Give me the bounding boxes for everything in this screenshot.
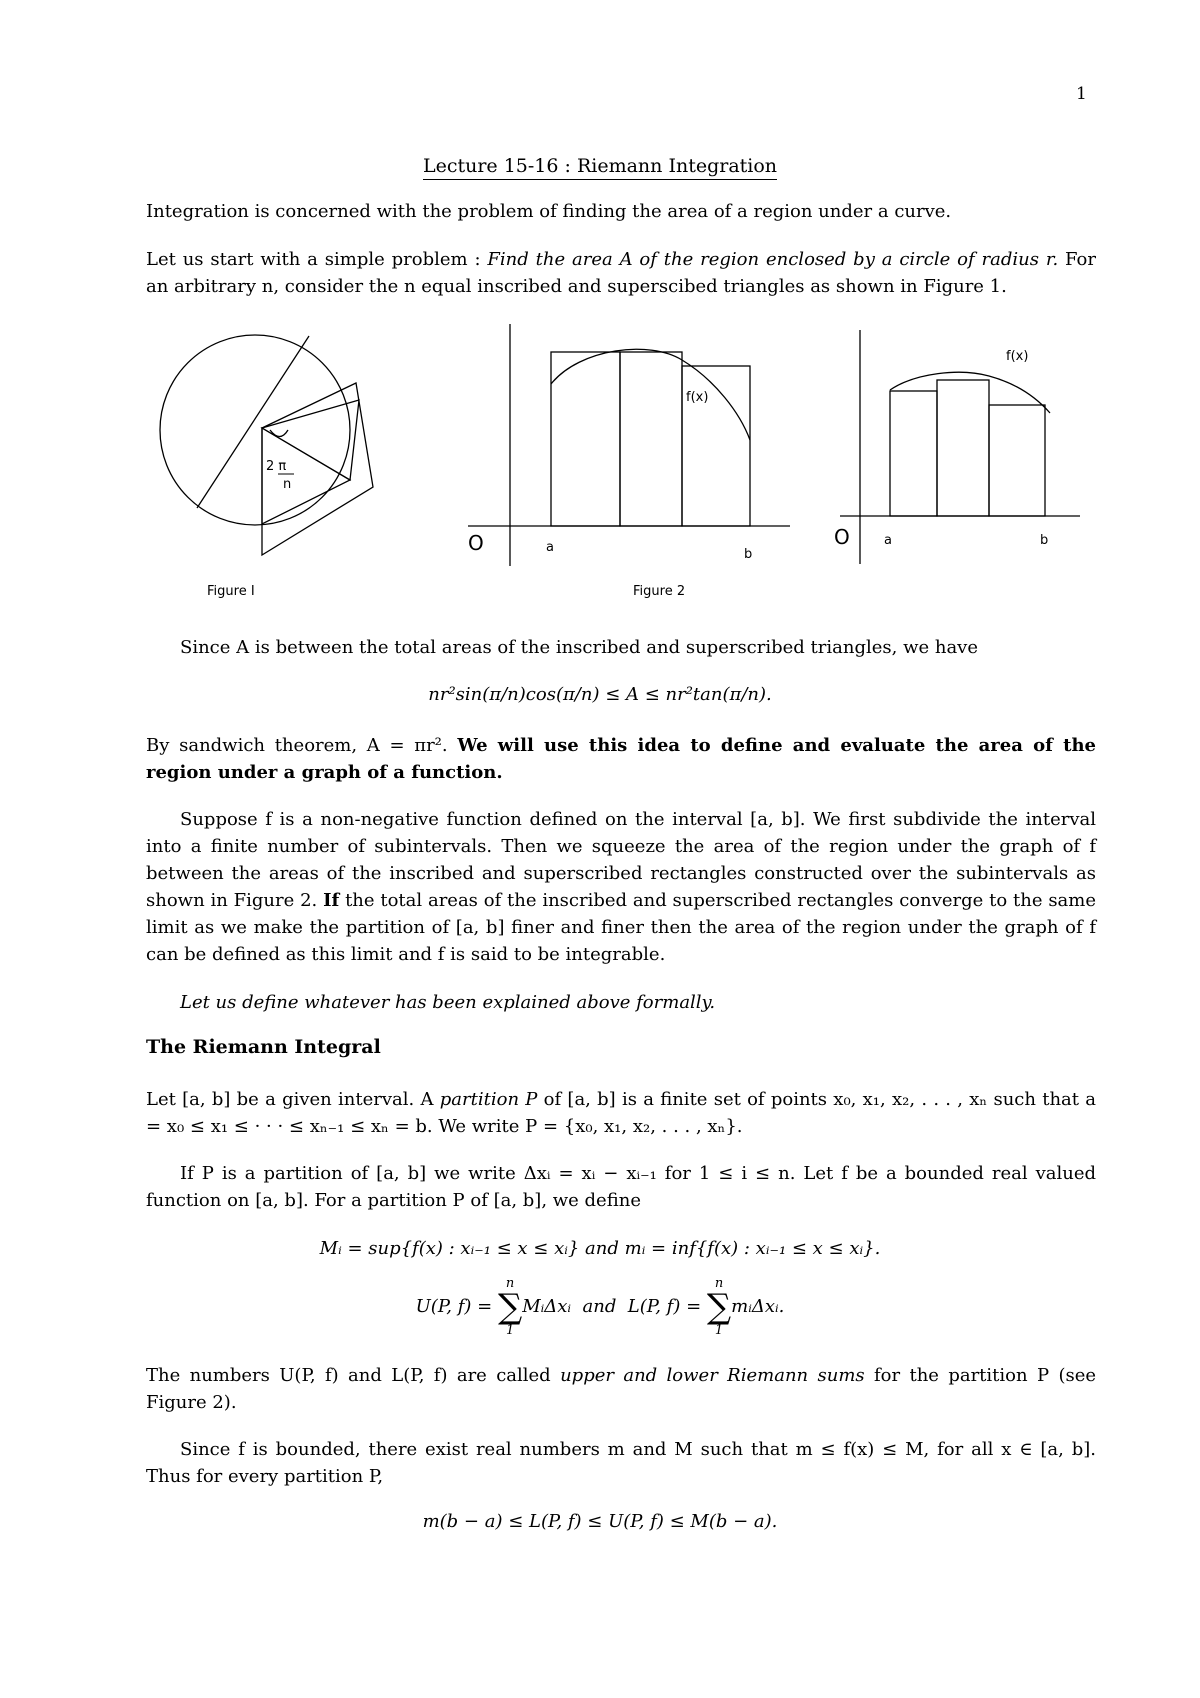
problem-lead: Let us start with a simple problem : xyxy=(146,249,488,270)
angle-denominator: n xyxy=(283,477,292,492)
numbers-paragraph xyxy=(146,1362,1096,1416)
rect-1 xyxy=(551,352,620,526)
fx-label-right: f(x) xyxy=(1006,349,1029,364)
suppose-if: If xyxy=(323,890,340,911)
partition-part-a: Let [a, b] be a given interval. A xyxy=(146,1089,440,1110)
suppose-part-a: Suppose f is a non-negative function defined on the interval [a, b]. We first subdivide the interval into a finite number of subintervals. Then we squeeze the area of the region under the graph of f between the areas of the inscribed and superscribed rectangles constructed over the subintervals as shown in Figure 2. xyxy=(146,809,1096,911)
figure-2-right xyxy=(840,330,1080,564)
page-number: 1 xyxy=(1076,84,1087,104)
figure-2-left xyxy=(468,324,790,566)
page-title xyxy=(0,155,1200,177)
b-label-left: b xyxy=(744,547,753,562)
if-p-paragraph: If P is a partition of [a, b] we write Δxᵢ = xᵢ − xᵢ₋₁ for 1 ≤ i ≤ n. Let f be a bounded real valued function on [a, b]. For a partition P of [a, b], we define xyxy=(146,1163,1096,1211)
curve-fx xyxy=(551,349,750,440)
rect-r2 xyxy=(937,380,989,516)
angle-numerator: 2 π xyxy=(266,459,287,474)
rect-r1 xyxy=(890,391,937,516)
sum-sigma-lower: ∑ xyxy=(706,1287,732,1327)
problem-paragraph xyxy=(146,246,1096,300)
sandwich-bold: We will use this idea to define and evaluate the area of the region under a graph of a function. xyxy=(146,735,1096,783)
origin-label-right: O xyxy=(834,525,850,549)
a-label-left: a xyxy=(546,540,554,555)
b-label-right: b xyxy=(1040,533,1049,548)
sum-sigma: ∑ xyxy=(497,1287,523,1327)
upper-sum-term: MᵢΔxᵢ xyxy=(522,1296,572,1317)
origin-label-left: O xyxy=(468,531,484,555)
sum-top-lower: n xyxy=(714,1276,724,1291)
since-a-paragraph: Since A is between the total areas of the inscribed and superscribed triangles, we have xyxy=(180,637,979,658)
numbers-part-b: for the partition P (see Figure 2). xyxy=(146,1365,1097,1413)
circle xyxy=(160,335,350,525)
numbers-term: upper and lower Riemann sums xyxy=(560,1365,865,1386)
partition-paragraph xyxy=(146,1086,1096,1140)
partition-part-b: of [a, b] is a finite set of points x₀, x₁, x₂, . . . , xₙ such that a = x₀ ≤ x₁ ≤ · · · ≤ xₙ₋₁ ≤ xₙ = b. We write P = {x₀, x₁, x₂, . . . , xₙ}. xyxy=(146,1089,1097,1137)
sum-bottom: 1 xyxy=(505,1323,515,1338)
equation-sums xyxy=(0,1277,1200,1337)
suppose-paragraph xyxy=(146,806,1096,968)
rect-r3 xyxy=(989,405,1045,516)
sum-symbol-lower xyxy=(707,1277,731,1337)
sum-top: n xyxy=(505,1276,515,1291)
numbers-part-a: The numbers U(P, f) and L(P, f) are called xyxy=(146,1365,561,1386)
angle-arc xyxy=(270,430,288,437)
bounded-paragraph: Since f is bounded, there exist real numbers m and M such that m ≤ f(x) ≤ M, for all x ∈ [a, b]. Thus for every partition P, xyxy=(146,1439,1096,1487)
equation-triangles: nr²sin(π/n)cos(π/n) ≤ A ≤ nr²tan(π/n). xyxy=(428,684,772,705)
sum-symbol-upper xyxy=(498,1277,522,1337)
figure-2-caption: Figure 2 xyxy=(633,584,686,599)
problem-task: Find the area A of the region enclosed by a circle of radius r. xyxy=(487,249,1059,270)
section-heading: The Riemann Integral xyxy=(146,1036,381,1058)
a-label-right: a xyxy=(884,533,892,548)
problem-rest: For an arbitrary n, consider the n equal inscribed and superscibed triangles as shown in Figure 1. xyxy=(146,249,1097,297)
figures xyxy=(0,318,1200,618)
sum-bottom-lower: 1 xyxy=(714,1323,724,1338)
figure-1 xyxy=(160,335,373,555)
radius-line xyxy=(197,336,309,508)
curve-fx-right xyxy=(890,372,1050,413)
intro-paragraph: Integration is concerned with the problem of finding the area of a region under a curve. xyxy=(146,201,952,222)
sandwich-paragraph xyxy=(146,732,1096,786)
page-title-text: Lecture 15-16 : Riemann Integration xyxy=(423,155,777,180)
sandwich-plain: By sandwich theorem, A = πr². xyxy=(146,735,458,756)
equation-final: m(b − a) ≤ L(P, f) ≤ U(P, f) ≤ M(b − a). xyxy=(422,1511,778,1532)
sum-and: and xyxy=(571,1296,628,1317)
lower-sum-left: L(P, f) = xyxy=(627,1296,707,1317)
upper-sum-left: U(P, f) = xyxy=(415,1296,498,1317)
figure-1-caption: Figure I xyxy=(207,584,255,599)
suppose-part-b: the total areas of the inscribed and superscribed rectangles converge to the same limit as we make the partition of [a, b] finer and finer then the area of the region under the graph of f can be defined as this limit and f is said to be integrable. xyxy=(146,890,1097,965)
lower-sum-term: mᵢΔxᵢ. xyxy=(731,1296,785,1317)
rect-2 xyxy=(620,352,682,526)
formally-paragraph: Let us define whatever has been explained above formally. xyxy=(180,992,716,1013)
equation-sup-inf: Mᵢ = sup{f(x) : xᵢ₋₁ ≤ x ≤ xᵢ} and mᵢ = inf{f(x) : xᵢ₋₁ ≤ x ≤ xᵢ}. xyxy=(319,1238,881,1259)
partition-term: partition P xyxy=(439,1089,538,1110)
fx-label-left: f(x) xyxy=(686,390,709,405)
